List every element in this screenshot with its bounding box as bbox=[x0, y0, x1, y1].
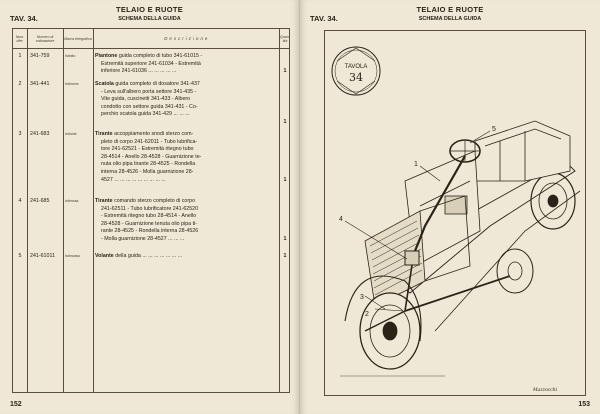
artist-signature: Mazzocchi bbox=[532, 388, 558, 393]
column-header-descrizione: D e s c r i z i o n e bbox=[164, 36, 208, 42]
badge-label: TAVOLA bbox=[344, 64, 368, 70]
part-title: Volante bbox=[95, 253, 114, 259]
page-number: 153 bbox=[578, 401, 590, 408]
description-line: - Estremità ritegno tubo 28-4514 - Anello bbox=[101, 213, 197, 220]
description-line: Vite guida, cuscinetti 341-433 - Albero bbox=[101, 96, 191, 103]
page-subtitle: SCHEMA DELLA GUIDA bbox=[118, 16, 181, 22]
part-description bbox=[95, 131, 277, 184]
part-code: 341-759 bbox=[30, 53, 50, 59]
row-number: 5 bbox=[18, 253, 22, 259]
quantity: 1 bbox=[283, 253, 287, 259]
description-line: pleto di corpo 241-62011 - Tubo lubrifica- bbox=[101, 138, 198, 145]
description-line: condotto con settore guida 341-431 - Co- bbox=[101, 103, 198, 110]
description-line: della guida ... ... ... ... ... ... ... bbox=[115, 253, 183, 259]
callout-1: 1 bbox=[414, 161, 418, 168]
row-number: 3 bbox=[18, 131, 22, 137]
column-header-marca: Marca telegrafica bbox=[64, 36, 92, 41]
right-page bbox=[300, 0, 600, 414]
column-header-quantita: Quan- tità bbox=[280, 34, 290, 43]
column-divider bbox=[279, 29, 280, 392]
header-title: TELAIO E RUOTE bbox=[115, 5, 184, 14]
table-number: TAV. 34. bbox=[10, 14, 38, 23]
part-title: Scatola bbox=[95, 81, 114, 87]
description-line: 241-62511 - Tubo lubrificatore 241-62520 bbox=[101, 205, 199, 212]
steering-diagram bbox=[325, 31, 587, 397]
part-description bbox=[95, 81, 277, 119]
table-number: TAV. 34. bbox=[310, 14, 338, 23]
quantity: 1 bbox=[283, 68, 287, 75]
page-number: 152 bbox=[10, 401, 22, 408]
part-title: Tirante bbox=[95, 198, 113, 204]
description-line: - Leva sull'albero porta settore 341-435 - bbox=[101, 88, 197, 95]
description-line: Estremità superiore 241-61034 - Estremità bbox=[101, 60, 201, 67]
page-subtitle: SCHEMA DELLA GUIDA bbox=[418, 16, 482, 22]
quantity: 1 bbox=[283, 236, 287, 242]
badge-number: 34 bbox=[349, 71, 363, 84]
description-line: 28-4528 - Guarnizione tenuta olio pipa ti- bbox=[101, 220, 197, 227]
description-line: perchio scatola guida 341-429 ... ... ... bbox=[101, 111, 190, 118]
part-title: Tirante bbox=[95, 131, 113, 137]
part-description bbox=[95, 53, 277, 76]
column-header-num: Num. rifer. bbox=[15, 34, 25, 43]
callout-3: 3 bbox=[360, 294, 364, 301]
part-code: 241-61011 bbox=[30, 253, 55, 259]
row-number: 4 bbox=[18, 198, 22, 204]
description-line: comando sterzo completo di corpo bbox=[114, 198, 196, 204]
part-code: 241-685 bbox=[30, 198, 50, 204]
description-line: rante 28-4525 - Rondella interna 28-4526 bbox=[101, 228, 199, 235]
illustration-frame bbox=[324, 30, 586, 396]
telegraphic-code: Istimone bbox=[65, 82, 79, 86]
part-title: Piantone bbox=[95, 53, 118, 59]
part-code: 341-441 bbox=[30, 81, 50, 87]
description-line: 4527 ... ... ... ... ... ... ... ... ... bbox=[101, 176, 166, 183]
telegraphic-code: Istimosa bbox=[65, 199, 79, 203]
description-line: - Molla guarnizione 28-4527 ... ... ... bbox=[101, 235, 185, 242]
telegraphic-code: Istimosso bbox=[65, 254, 81, 258]
description-line: guida completo di tubo 341-61015 - bbox=[118, 53, 203, 59]
table-header bbox=[13, 29, 289, 49]
description-line: 28-4514 - Anello 28-4528 - Guarnizione te- bbox=[101, 153, 202, 160]
telegraphic-code: Istinote bbox=[65, 132, 77, 136]
column-divider bbox=[93, 29, 94, 392]
part-description bbox=[95, 198, 277, 244]
description-line: interna 28-4526 - Molla guarnizione 28- bbox=[101, 168, 194, 175]
telegraphic-code: Istinito bbox=[65, 54, 76, 58]
column-header-codice: Numero di ordinazione bbox=[35, 34, 55, 43]
header-title: TELAIO E RUOTE bbox=[416, 5, 484, 14]
part-code: 241-683 bbox=[30, 131, 50, 137]
quantity: 1 bbox=[283, 119, 287, 125]
quantity: 1 bbox=[283, 176, 287, 183]
parts-table bbox=[12, 28, 290, 393]
description-line: inferiore 241-61036 ... ... ... ... ... bbox=[101, 68, 177, 75]
row-number: 1 bbox=[18, 53, 22, 59]
callout-4: 4 bbox=[339, 216, 343, 223]
description-line: nuta olio pipa tirante 28-4525 - Rondella bbox=[101, 161, 196, 168]
callout-5: 5 bbox=[492, 126, 496, 133]
callout-2: 2 bbox=[365, 311, 369, 318]
part-description bbox=[95, 253, 277, 261]
description-line: guida completo di dosatore 341-437 bbox=[115, 81, 200, 87]
description-line: tore 241-62521 - Estremità ritegno tubo bbox=[101, 146, 194, 153]
row-number: 2 bbox=[18, 81, 22, 87]
description-line: accoppiamento snodi sterzo com- bbox=[114, 131, 194, 137]
